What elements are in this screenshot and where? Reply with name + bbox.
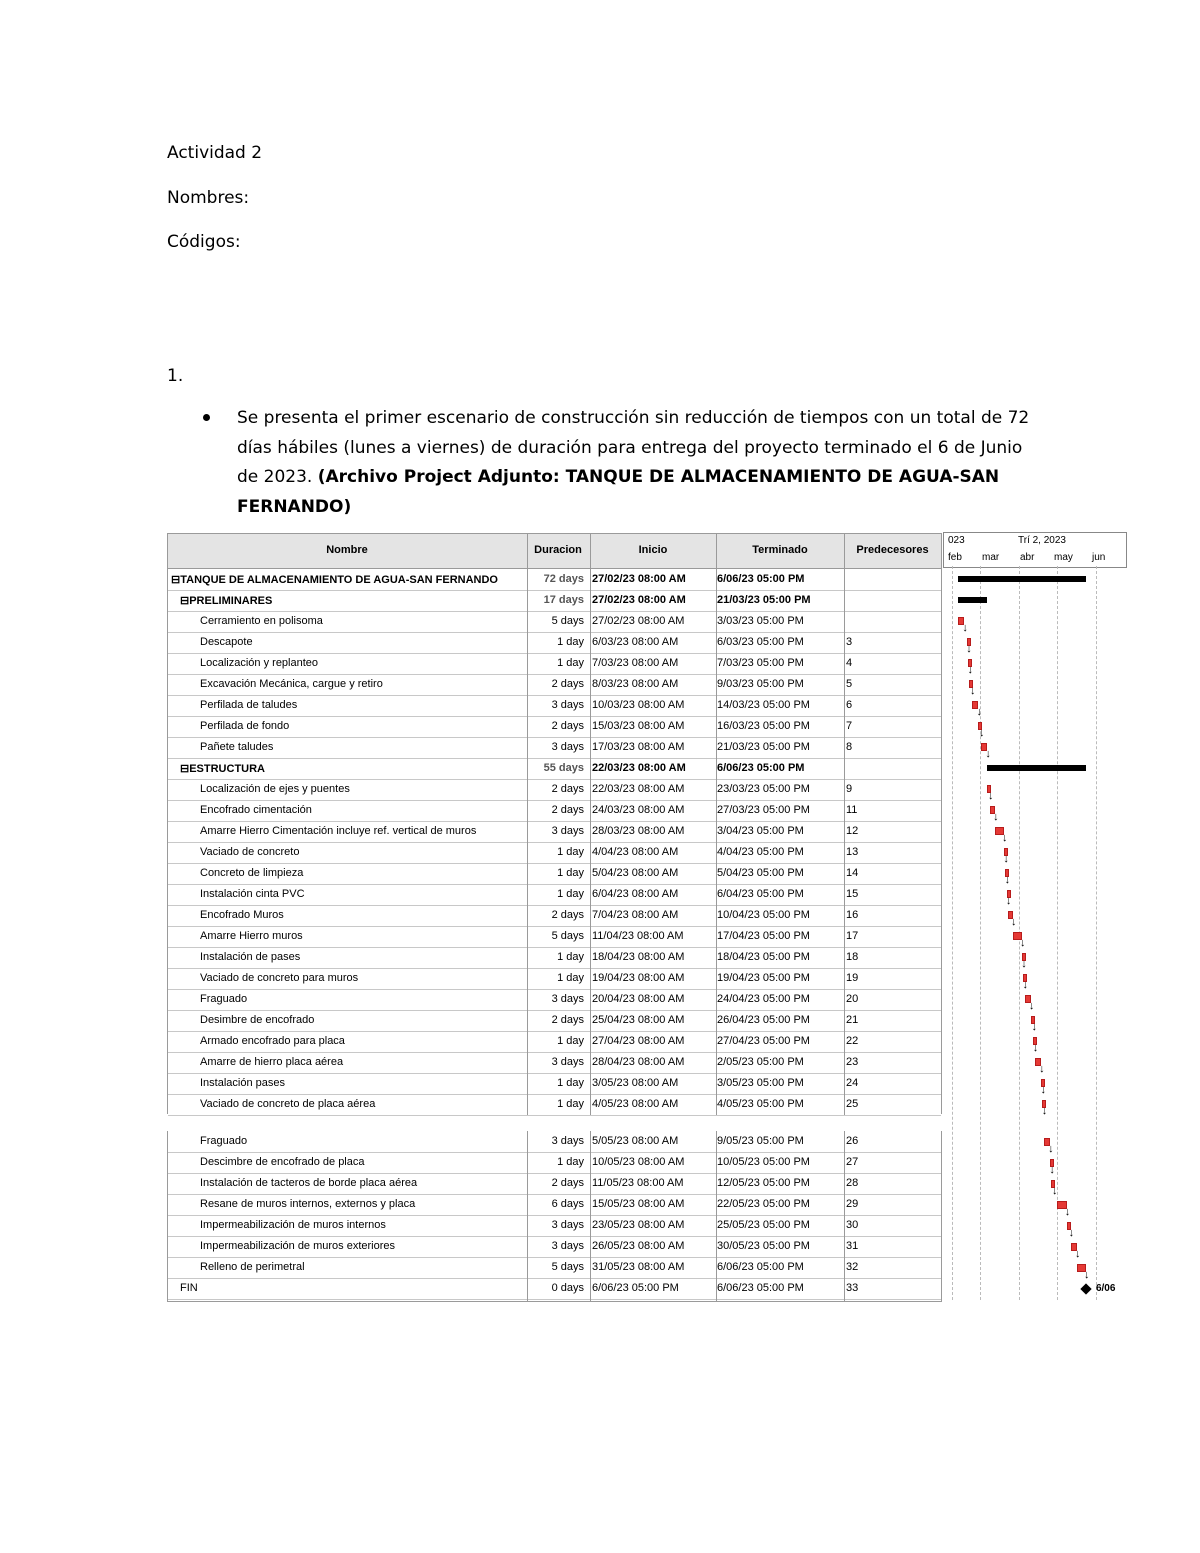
task-duration: 1 day xyxy=(557,657,584,669)
task-duration: 5 days xyxy=(551,930,584,942)
task-duration: 5 days xyxy=(551,1261,584,1273)
task-name: ⊟ESTRUCTURA xyxy=(180,763,265,775)
task-start: 20/04/23 08:00 AM xyxy=(592,993,685,1005)
task-duration: 1 day xyxy=(557,888,584,900)
dependency-arrow: ↓ xyxy=(1019,937,1026,949)
task-start: 6/03/23 08:00 AM xyxy=(592,636,679,648)
task-name: Encofrado cimentación xyxy=(200,804,312,816)
task-predecessors: 17 xyxy=(846,930,859,942)
task-predecessors: 22 xyxy=(846,1035,859,1047)
task-start: 5/04/23 08:00 AM xyxy=(592,867,679,879)
task-start: 15/03/23 08:00 AM xyxy=(592,720,685,732)
task-predecessors: 25 xyxy=(846,1098,859,1110)
task-start: 27/02/23 08:00 AM xyxy=(592,594,686,606)
task-duration: 1 day xyxy=(557,1077,584,1089)
task-end: 14/03/23 05:00 PM xyxy=(717,699,810,711)
task-start: 6/04/23 08:00 AM xyxy=(592,888,679,900)
milestone-marker xyxy=(1080,1283,1091,1294)
dependency-arrow: ↓ xyxy=(967,664,973,676)
table-row[interactable] xyxy=(168,758,941,780)
task-end: 3/03/23 05:00 PM xyxy=(717,615,804,627)
table-row[interactable] xyxy=(168,926,941,948)
table-row[interactable] xyxy=(168,632,941,654)
task-end: 6/06/23 05:00 PM xyxy=(717,1261,804,1273)
task-predecessors: 14 xyxy=(846,867,859,879)
table-row[interactable] xyxy=(168,1010,941,1032)
table-row[interactable] xyxy=(168,1278,941,1300)
dependency-arrow: ↓ xyxy=(985,748,991,760)
dependency-arrow: ↓ xyxy=(1011,916,1017,928)
table-row[interactable] xyxy=(168,947,941,969)
dependency-arrow: ↓ xyxy=(1064,1206,1071,1218)
column-divider xyxy=(844,534,845,1115)
dependency-arrow: ↓ xyxy=(1021,958,1027,970)
task-start: 22/03/23 08:00 AM xyxy=(592,783,685,795)
task-duration: 1 day xyxy=(557,1098,584,1110)
task-name: Excavación Mecánica, cargue y retiro xyxy=(200,678,383,690)
task-duration: 5 days xyxy=(551,615,584,627)
gantt-chart xyxy=(943,532,1125,1300)
table-row[interactable] xyxy=(168,821,941,843)
task-end: 10/05/23 05:00 PM xyxy=(717,1156,810,1168)
task-start: 27/04/23 08:00 AM xyxy=(592,1035,685,1047)
task-name: Impermeabilización de muros exteriores xyxy=(200,1240,396,1252)
task-end: 30/05/23 05:00 PM xyxy=(717,1240,810,1252)
month-gridline xyxy=(952,566,953,1300)
item-number: 1. xyxy=(167,366,184,386)
task-end: 10/04/23 05:00 PM xyxy=(717,909,810,921)
task-end: 4/04/23 05:00 PM xyxy=(717,846,804,858)
task-end: 6/03/23 05:00 PM xyxy=(717,636,804,648)
table-row[interactable] xyxy=(168,1152,941,1174)
task-duration: 1 day xyxy=(557,972,584,984)
table-row[interactable] xyxy=(168,1094,941,1116)
task-start: 31/05/23 08:00 AM xyxy=(592,1261,685,1273)
task-end: 9/03/23 05:00 PM xyxy=(717,678,804,690)
task-name: Resane de muros internos, externos y placa xyxy=(200,1198,416,1210)
dependency-arrow: ↓ xyxy=(1004,874,1011,886)
task-start: 11/05/23 08:00 AM xyxy=(592,1177,684,1189)
task-end: 22/05/23 05:00 PM xyxy=(717,1198,810,1210)
task-duration: 3 days xyxy=(551,825,584,837)
dependency-arrow: ↓ xyxy=(979,727,985,739)
task-predecessors: 23 xyxy=(846,1056,859,1068)
task-predecessors: 33 xyxy=(846,1282,859,1294)
dependency-arrow: ↓ xyxy=(1068,1227,1075,1239)
task-end: 5/04/23 05:00 PM xyxy=(717,867,804,879)
bullet-text: Se presenta el primer escenario de construcción sin reducción de tiempos con un total de 72 días hábiles (lunes a viernes) de duración para entrega del proyecto terminado el 6 de Junio de 2023. xyxy=(237,408,1030,487)
task-duration: 1 day xyxy=(557,951,584,963)
task-start: 7/03/23 08:00 AM xyxy=(592,657,679,669)
task-name: Fraguado xyxy=(200,993,248,1005)
task-end: 27/04/23 05:00 PM xyxy=(717,1035,810,1047)
dependency-arrow: ↓ xyxy=(1041,1105,1048,1117)
task-predecessors: 21 xyxy=(846,1014,859,1026)
task-duration: 1 day xyxy=(557,846,584,858)
task-start: 5/05/23 08:00 AM xyxy=(592,1135,679,1147)
task-start: 4/05/23 08:00 AM xyxy=(592,1098,679,1110)
task-name: Encofrado Muros xyxy=(200,909,284,921)
dependency-arrow: ↓ xyxy=(1039,1063,1045,1075)
table-row[interactable] xyxy=(168,1031,941,1053)
task-start: 4/04/23 08:00 AM xyxy=(592,846,679,858)
table-row[interactable] xyxy=(168,1131,941,1153)
task-start: 6/06/23 05:00 PM xyxy=(592,1282,679,1294)
column-divider xyxy=(844,1131,845,1302)
task-end: 3/04/23 05:00 PM xyxy=(717,825,804,837)
dependency-arrow: ↓ xyxy=(976,706,982,718)
task-end: 2/05/23 05:00 PM xyxy=(717,1056,804,1068)
task-start: 11/04/23 08:00 AM xyxy=(592,930,684,942)
task-start: 24/03/23 08:00 AM xyxy=(592,804,685,816)
dependency-arrow: ↓ xyxy=(1032,1042,1039,1054)
task-predecessors: 8 xyxy=(846,741,853,753)
task-end: 6/06/23 05:00 PM xyxy=(717,1282,804,1294)
task-predecessors: 20 xyxy=(846,993,859,1005)
task-duration: 6 days xyxy=(551,1198,584,1210)
task-name: Cerramiento en polisoma xyxy=(200,615,323,627)
task-predecessors: 18 xyxy=(846,951,859,963)
task-duration: 2 days xyxy=(551,1177,584,1189)
task-predecessors: 5 xyxy=(846,678,853,690)
task-predecessors: 6 xyxy=(846,699,853,711)
task-duration: 3 days xyxy=(551,699,584,711)
task-duration: 2 days xyxy=(551,909,584,921)
column-header-start: Inicio xyxy=(638,544,668,556)
task-start: 15/05/23 08:00 AM xyxy=(592,1198,685,1210)
table-header xyxy=(168,534,941,569)
dependency-arrow: ↓ xyxy=(1028,1000,1035,1012)
task-name: Instalación de tacteros de borde placa aérea xyxy=(200,1177,418,1189)
task-predecessors: 13 xyxy=(846,846,859,858)
column-header-duration: Duracion xyxy=(534,544,582,556)
bullet-bold-text: (Archivo Project Adjunto: TANQUE DE ALMACENAMIENTO DE AGUA-SAN FERNANDO) xyxy=(237,467,1000,517)
task-duration: 3 days xyxy=(551,1240,584,1252)
dependency-arrow: ↓ xyxy=(1049,1164,1055,1176)
task-end: 17/04/23 05:00 PM xyxy=(717,930,810,942)
task-duration: 1 day xyxy=(557,1035,584,1047)
table-row[interactable] xyxy=(168,1173,941,1195)
task-duration: 3 days xyxy=(551,993,584,1005)
table-top-part xyxy=(167,533,942,1114)
task-predecessors: 9 xyxy=(846,783,853,795)
column-header-name: Nombre xyxy=(326,544,368,556)
task-name: Localización de ejes y puentes xyxy=(200,783,350,795)
task-duration: 1 day xyxy=(557,636,584,648)
task-start: 10/03/23 08:00 AM xyxy=(592,699,685,711)
task-start: 27/02/23 08:00 AM xyxy=(592,573,686,585)
table-row[interactable] xyxy=(168,716,941,738)
task-duration: 3 days xyxy=(551,741,584,753)
task-start: 7/04/23 08:00 AM xyxy=(592,909,679,921)
month-label-mar: mar xyxy=(982,552,1000,563)
dependency-arrow: ↓ xyxy=(970,685,976,697)
table-row[interactable] xyxy=(168,800,941,822)
timeline-header xyxy=(943,532,1127,568)
task-end: 12/05/23 05:00 PM xyxy=(717,1177,810,1189)
month-label-jun: jun xyxy=(1092,552,1106,563)
task-duration: 2 days xyxy=(551,1014,584,1026)
task-name: Concreto de limpieza xyxy=(200,867,304,879)
dependency-arrow: ↓ xyxy=(962,622,968,634)
table-row[interactable] xyxy=(168,1194,941,1216)
task-name: Amarre Hierro Cimentación incluye ref. vertical de muros xyxy=(200,825,477,837)
dependency-arrow: ↓ xyxy=(1003,853,1009,865)
month-label-abr: abr xyxy=(1020,552,1035,563)
table-row[interactable] xyxy=(168,611,941,633)
task-duration: 55 days xyxy=(543,762,584,774)
task-start: 27/02/23 08:00 AM xyxy=(592,615,685,627)
task-predecessors: 11 xyxy=(846,804,858,816)
task-predecessors: 32 xyxy=(846,1261,859,1273)
month-label-feb: feb xyxy=(948,552,962,563)
task-name: Impermeabilización de muros internos xyxy=(200,1219,386,1231)
task-start: 17/03/23 08:00 AM xyxy=(592,741,685,753)
table-row[interactable] xyxy=(168,674,941,696)
task-predecessors: 29 xyxy=(846,1198,859,1210)
dependency-arrow: ↓ xyxy=(1002,832,1008,844)
task-duration: 1 day xyxy=(557,1156,584,1168)
task-duration: 1 day xyxy=(557,867,584,879)
task-start: 10/05/23 08:00 AM xyxy=(592,1156,685,1168)
task-start: 18/04/23 08:00 AM xyxy=(592,951,685,963)
task-name: Vaciado de concreto xyxy=(200,846,300,858)
task-end: 26/04/23 05:00 PM xyxy=(717,1014,810,1026)
task-end: 21/03/23 05:00 PM xyxy=(717,741,810,753)
task-end: 16/03/23 05:00 PM xyxy=(717,720,810,732)
milestone-label: 6/06 xyxy=(1095,1283,1116,1294)
dependency-arrow: ↓ xyxy=(966,643,972,655)
table-bottom-part xyxy=(167,1131,942,1302)
table-row[interactable] xyxy=(168,737,941,759)
bullet-dot xyxy=(203,414,210,421)
table-row[interactable] xyxy=(168,1236,941,1258)
task-name: Amarre de hierro placa aérea xyxy=(200,1056,344,1068)
table-row[interactable] xyxy=(168,884,941,906)
column-divider xyxy=(716,1131,717,1302)
task-end: 3/05/23 05:00 PM xyxy=(717,1077,804,1089)
task-end: 4/05/23 05:00 PM xyxy=(717,1098,804,1110)
column-header-end: Terminado xyxy=(752,544,808,556)
task-name: Vaciado de concreto para muros xyxy=(200,972,359,984)
activity-title: Actividad 2 xyxy=(167,143,263,163)
month-gridline xyxy=(1096,566,1097,1300)
task-start: 28/04/23 08:00 AM xyxy=(592,1056,685,1068)
table-row[interactable] xyxy=(168,569,941,591)
quarter-label-2: Trí 2, 2023 xyxy=(1018,535,1066,546)
task-end: 25/05/23 05:00 PM xyxy=(717,1219,810,1231)
table-row[interactable] xyxy=(168,968,941,990)
summary-bar xyxy=(958,576,1086,582)
task-name: Instalación de pases xyxy=(200,951,301,963)
task-name: Localización y replanteo xyxy=(200,657,319,669)
task-end: 21/03/23 05:00 PM xyxy=(717,594,811,606)
task-predecessors: 26 xyxy=(846,1135,859,1147)
task-name: Perfilada de taludes xyxy=(200,699,298,711)
dependency-arrow: ↓ xyxy=(1075,1248,1081,1260)
column-divider xyxy=(527,1131,528,1302)
task-name: Perfilada de fondo xyxy=(200,720,290,732)
task-duration: 3 days xyxy=(551,1056,584,1068)
codes-label: Códigos: xyxy=(167,232,241,252)
column-divider xyxy=(527,534,528,1115)
task-duration: 2 days xyxy=(551,678,584,690)
task-predecessors: 16 xyxy=(846,909,859,921)
task-name: Relleno de perimetral xyxy=(200,1261,305,1273)
task-end: 6/06/23 05:00 PM xyxy=(717,573,805,585)
task-start: 26/05/23 08:00 AM xyxy=(592,1240,685,1252)
quarter-label-1: 023 xyxy=(948,535,965,546)
task-duration: 0 days xyxy=(551,1282,584,1294)
column-header-predecessors: Predecesores xyxy=(856,544,929,556)
task-predecessors: 27 xyxy=(846,1156,859,1168)
names-label: Nombres: xyxy=(167,188,250,208)
task-name: Pañete taludes xyxy=(200,741,274,753)
task-end: 7/03/23 05:00 PM xyxy=(717,657,804,669)
task-name: Instalación cinta PVC xyxy=(200,888,305,900)
task-duration: 17 days xyxy=(543,594,584,606)
dependency-arrow: ↓ xyxy=(1083,1269,1090,1281)
task-start: 28/03/23 08:00 AM xyxy=(592,825,685,837)
task-end: 6/06/23 05:00 PM xyxy=(717,762,805,774)
task-end: 24/04/23 05:00 PM xyxy=(717,993,810,1005)
task-name: Descapote xyxy=(200,636,253,648)
task-name: Armado encofrado para placa xyxy=(200,1035,345,1047)
task-end: 18/04/23 05:00 PM xyxy=(717,951,810,963)
table-row[interactable] xyxy=(168,1257,941,1279)
table-row[interactable] xyxy=(168,653,941,675)
task-predecessors: 12 xyxy=(846,825,859,837)
task-end: 23/03/23 05:00 PM xyxy=(717,783,810,795)
table-row[interactable] xyxy=(168,590,941,612)
task-predecessors: 19 xyxy=(846,972,859,984)
task-end: 6/04/23 05:00 PM xyxy=(717,888,804,900)
dependency-arrow: ↓ xyxy=(993,811,999,823)
table-row[interactable] xyxy=(168,905,941,927)
dependency-arrow: ↓ xyxy=(1005,895,1012,907)
dependency-arrow: ↓ xyxy=(987,790,994,802)
task-start: 19/04/23 08:00 AM xyxy=(592,972,685,984)
task-name: ⊟PRELIMINARES xyxy=(180,595,273,607)
task-name: FIN xyxy=(180,1282,198,1294)
table-row[interactable] xyxy=(168,989,941,1011)
task-name: Desimbre de encofrado xyxy=(200,1014,315,1026)
table-row[interactable] xyxy=(168,1215,941,1237)
task-name: Vaciado de concreto de placa aérea xyxy=(200,1098,376,1110)
task-start: 8/03/23 08:00 AM xyxy=(592,678,679,690)
table-row[interactable] xyxy=(168,1052,941,1074)
task-end: 19/04/23 05:00 PM xyxy=(717,972,810,984)
bullet-paragraph xyxy=(237,404,1037,522)
dependency-arrow: ↓ xyxy=(1031,1021,1037,1033)
task-predecessors: 31 xyxy=(846,1240,859,1252)
task-duration: 3 days xyxy=(551,1219,584,1231)
task-duration: 72 days xyxy=(543,573,584,585)
task-predecessors: 24 xyxy=(846,1077,859,1089)
table-row[interactable] xyxy=(168,863,941,885)
month-gridline xyxy=(980,566,981,1300)
task-predecessors: 15 xyxy=(846,888,859,900)
column-divider xyxy=(716,534,717,1115)
task-start: 25/04/23 08:00 AM xyxy=(592,1014,685,1026)
task-name: Descimbre de encofrado de placa xyxy=(200,1156,365,1168)
task-predecessors: 3 xyxy=(846,636,853,648)
task-start: 3/05/23 08:00 AM xyxy=(592,1077,679,1089)
task-end: 27/03/23 05:00 PM xyxy=(717,804,810,816)
task-duration: 2 days xyxy=(551,804,584,816)
table-row[interactable] xyxy=(168,1073,941,1095)
dependency-arrow: ↓ xyxy=(1040,1084,1046,1096)
task-predecessors: 30 xyxy=(846,1219,859,1231)
column-divider xyxy=(590,1131,591,1302)
task-name: Amarre Hierro muros xyxy=(200,930,303,942)
task-predecessors: 7 xyxy=(846,720,853,732)
task-predecessors: 28 xyxy=(846,1177,859,1189)
month-label-may: may xyxy=(1054,552,1073,563)
task-start: 23/05/23 08:00 AM xyxy=(592,1219,685,1231)
dependency-arrow: ↓ xyxy=(1048,1143,1054,1155)
task-duration: 3 days xyxy=(551,1135,584,1147)
table-row[interactable] xyxy=(168,695,941,717)
task-name: Instalación pases xyxy=(200,1077,285,1089)
summary-bar xyxy=(987,765,1086,771)
dependency-arrow: ↓ xyxy=(1022,979,1029,991)
task-name: Fraguado xyxy=(200,1135,248,1147)
task-start: 22/03/23 08:00 AM xyxy=(592,762,686,774)
task-predecessors: 4 xyxy=(846,657,853,669)
column-divider xyxy=(590,534,591,1115)
table-row[interactable] xyxy=(168,842,941,864)
task-end: 9/05/23 05:00 PM xyxy=(717,1135,804,1147)
task-duration: 2 days xyxy=(551,720,584,732)
table-row[interactable] xyxy=(168,779,941,801)
task-name: ⊟TANQUE DE ALMACENAMIENTO DE AGUA-SAN FERNANDO xyxy=(171,574,498,586)
task-duration: 2 days xyxy=(551,783,584,795)
summary-bar xyxy=(958,597,987,603)
dependency-arrow: ↓ xyxy=(1051,1185,1058,1197)
